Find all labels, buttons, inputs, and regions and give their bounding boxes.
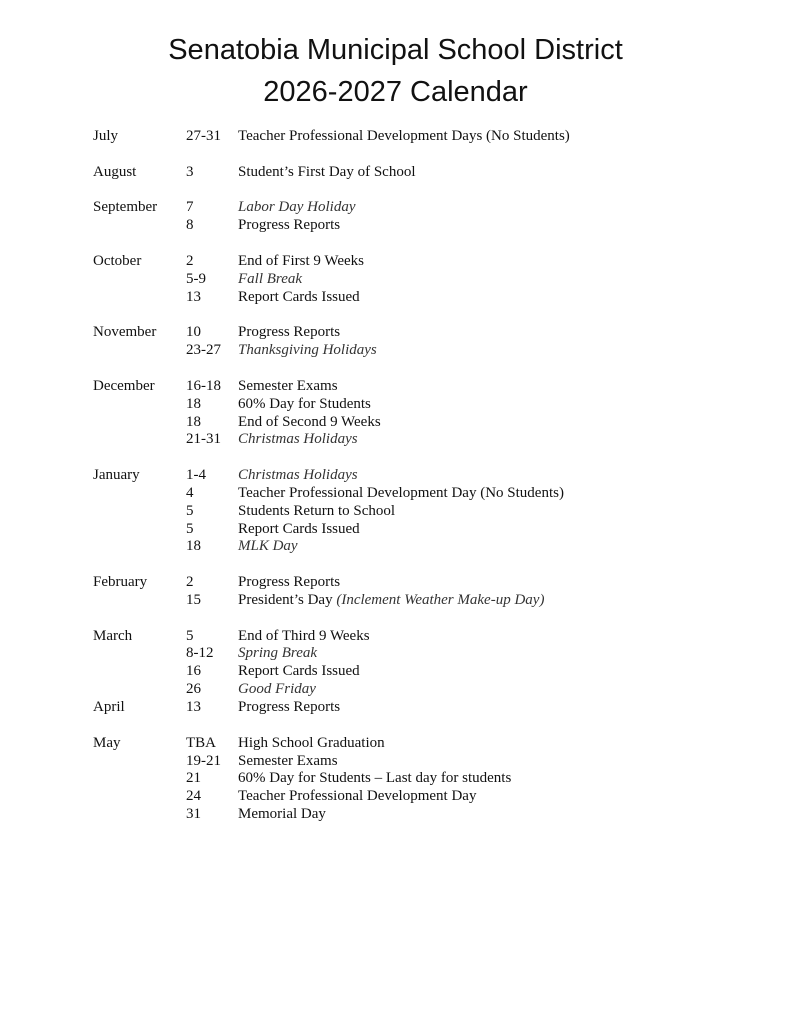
entry-event-note: (Inclement Weather Make-up Day) (336, 591, 545, 608)
entry-event-text: Progress Reports (238, 574, 341, 591)
entry-date: 16 (186, 663, 201, 680)
entry-date: 2 (186, 252, 194, 269)
month-label: April (93, 699, 125, 715)
entry-event (238, 806, 326, 824)
entry-event-text: Report Cards Issued (238, 288, 360, 305)
entry-event-text: Teacher Professional Development Day (No Students) (238, 484, 564, 501)
entry-date: 21 (186, 770, 201, 787)
entry-date: 15 (186, 591, 201, 608)
entry-event-text: Labor Day Holiday (238, 199, 356, 216)
entry-date: 4 (186, 484, 194, 501)
entry-date: 27-31 (186, 128, 221, 144)
page-subtitle: 2026-2027 Calendar (263, 76, 528, 108)
entry-date: 18 (186, 413, 201, 430)
entry-event-text: Semester Exams (238, 752, 338, 769)
entry-date: 8 (186, 217, 194, 234)
entry-date: 21-31 (186, 431, 221, 448)
entry-event (238, 699, 340, 717)
entry-event (238, 431, 358, 449)
entry-date: 13 (186, 699, 201, 715)
entry-date: 31 (186, 806, 201, 823)
entry-date: 5-9 (186, 270, 206, 287)
entry-date: 7 (186, 199, 194, 216)
entry-event-text: Students Return to School (238, 502, 396, 519)
entry-event (238, 770, 511, 788)
entry-event-text: Student’s First Day of School (238, 163, 416, 180)
entry-event (238, 538, 298, 556)
page-title: Senatobia Municipal School District (168, 34, 623, 66)
entry-event (238, 253, 364, 271)
entry-event-text: Good Friday (238, 681, 316, 698)
entry-date: 3 (186, 163, 194, 180)
entry-event-text: Spring Break (238, 645, 318, 662)
entry-event (238, 164, 416, 182)
entry-event (238, 628, 370, 646)
entry-event (238, 217, 340, 235)
entry-date: 18 (186, 395, 201, 412)
entry-date: 2 (186, 574, 194, 591)
entry-event (238, 378, 338, 396)
entry-date: 24 (186, 788, 201, 805)
entry-date: 5 (186, 502, 194, 519)
entry-event-text: Report Cards Issued (238, 520, 360, 537)
month-label: February (93, 574, 148, 591)
month-label: August (93, 163, 137, 180)
entry-date: 18 (186, 538, 201, 555)
entry-date: TBA (186, 734, 216, 751)
entry-event (238, 271, 302, 289)
entry-event (238, 663, 360, 681)
entry-event-text: Christmas Holidays (238, 431, 358, 448)
entry-event-text: Progress Reports (238, 324, 341, 341)
entry-date: 23-27 (186, 342, 221, 359)
entry-event-text: MLK Day (238, 538, 298, 555)
entry-event (238, 414, 381, 432)
entry-event-text: End of Second 9 Weeks (238, 413, 381, 430)
entry-event-text: High School Graduation (238, 734, 385, 751)
entry-date: 5 (186, 520, 194, 537)
month-label: November (93, 324, 157, 341)
month-label: March (93, 627, 133, 644)
entry-event-text: President’s Day (238, 591, 337, 608)
entry-event-text: Fall Break (238, 270, 303, 287)
entry-date: 16-18 (186, 377, 221, 394)
entry-event-text: Teacher Professional Development Day (238, 788, 477, 805)
month-label: December (93, 377, 155, 394)
month-label: October (93, 252, 142, 269)
entry-event-text: Christmas Holidays (238, 467, 358, 484)
entry-event-text: Thanksgiving Holidays (238, 342, 377, 359)
entry-date: 1-4 (186, 467, 206, 484)
entry-event (238, 289, 360, 307)
entry-event (238, 324, 340, 342)
entry-event-text: Teacher Professional Development Days (No Students) (238, 128, 570, 144)
month-label: September (93, 199, 158, 216)
entry-date: 8-12 (186, 645, 214, 662)
entry-date: 13 (186, 288, 201, 305)
entry-event (238, 128, 570, 146)
entry-event (238, 681, 316, 699)
entry-date: 10 (186, 324, 201, 341)
entry-event-text: Report Cards Issued (238, 663, 360, 680)
entry-date: 19-21 (186, 752, 221, 769)
entry-event-text: 60% Day for Students – Last day for students (238, 770, 512, 787)
entry-event (238, 592, 544, 610)
entry-event (238, 521, 360, 539)
entry-event-text: Memorial Day (238, 806, 326, 823)
entry-event-text: Progress Reports (238, 699, 341, 715)
entry-event (238, 199, 356, 217)
entry-event (238, 396, 371, 414)
entry-event (238, 342, 377, 360)
entry-event-text: End of Third 9 Weeks (238, 627, 370, 644)
entry-event-text: Semester Exams (238, 377, 338, 394)
entry-event (238, 574, 340, 592)
month-label: January (93, 467, 140, 484)
entry-event (238, 735, 385, 753)
entry-event-text: 60% Day for Students (238, 395, 371, 412)
entry-event (238, 788, 476, 806)
entry-date: 26 (186, 681, 201, 698)
entry-date: 5 (186, 627, 194, 644)
month-label: July (93, 128, 119, 144)
entry-event-text: Progress Reports (238, 217, 341, 234)
entry-event (238, 753, 338, 771)
entry-event (238, 485, 564, 503)
month-label: May (93, 734, 121, 751)
entry-event-text: End of First 9 Weeks (238, 252, 365, 269)
entry-event (238, 467, 358, 485)
entry-event (238, 503, 395, 521)
entry-event (238, 645, 317, 663)
